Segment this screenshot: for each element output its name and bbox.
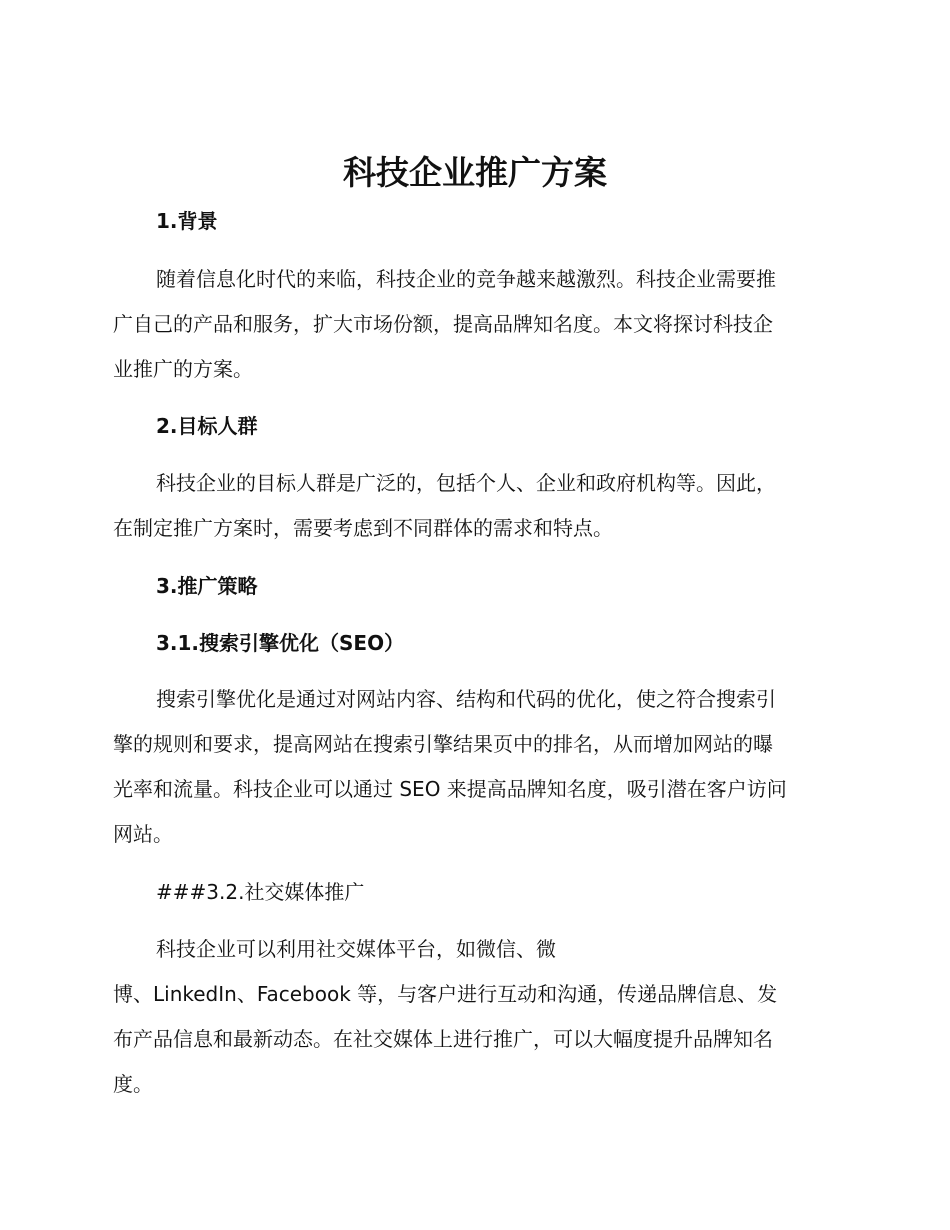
paragraph-social-media [113, 927, 837, 1107]
paragraph-line: 广自己的产品和服务，扩大市场份额，提高品牌知名度。本文将探讨科技企 [113, 312, 773, 336]
paragraph-line: 光率和流量。科技企业可以通过 SEO 来提高品牌知名度，吸引潜在客户访问 [113, 777, 787, 801]
paragraph-target-audience [113, 461, 837, 551]
section-heading-background: 1.背景 [156, 209, 218, 233]
paragraph-line: 搜索引擎优化是通过对网站内容、结构和代码的优化，使之符合搜索引 [156, 687, 776, 711]
paragraph-line: 业推广的方案。 [113, 357, 253, 381]
section-heading-social-media: ###3.2.社交媒体推广 [156, 880, 365, 904]
paragraph-line: 网站。 [113, 822, 173, 846]
section-heading-target-audience: 2.目标人群 [156, 414, 258, 438]
paragraph-line: 科技企业可以利用社交媒体平台，如微信、微 [156, 937, 556, 961]
paragraph-line: 布产品信息和最新动态。在社交媒体上进行推广，可以大幅度提升品牌知名 [113, 1027, 773, 1051]
paragraph-line: 擎的规则和要求，提高网站在搜索引擎结果页中的排名，从而增加网站的曝 [113, 732, 773, 756]
paragraph-line: 度。 [113, 1072, 153, 1096]
section-heading-strategy: 3.推广策略 [156, 574, 258, 598]
paragraph-background [113, 257, 837, 392]
paragraph-line: 在制定推广方案时，需要考虑到不同群体的需求和特点。 [113, 516, 613, 540]
paragraph-line: 博、LinkedIn、Facebook 等，与客户进行互动和沟通，传递品牌信息、发 [113, 982, 778, 1006]
document-title: 科技企业推广方案 [343, 153, 607, 192]
section-heading-seo: 3.1.搜索引擎优化（SEO） [156, 631, 405, 655]
paragraph-seo [113, 677, 837, 857]
paragraph-line: 科技企业的目标人群是广泛的，包括个人、企业和政府机构等。因此， [156, 471, 776, 495]
paragraph-line: 随着信息化时代的来临，科技企业的竞争越来越激烈。科技企业需要推 [156, 267, 776, 291]
